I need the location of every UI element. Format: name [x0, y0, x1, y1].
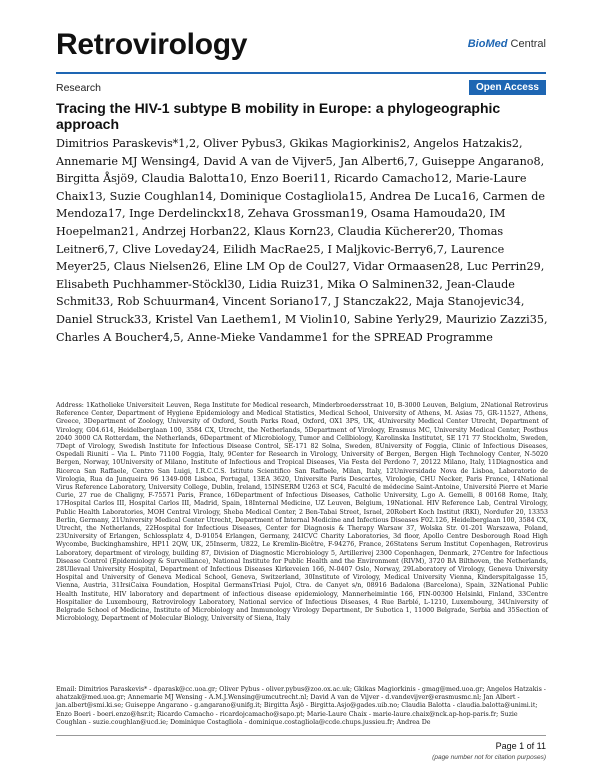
page-note: (page number not for citation purposes) [432, 754, 546, 761]
author-list: Dimitrios Paraskevis*1,2, Oliver Pybus3, Gkikas Magiorkinis2, Angelos Hatzakis2, Annemarie MJ Wensing4, David A van de Vijver5, Jan Albert6,7, Guiseppe Angarano8, Birgitta Åsjö9, Claudia Balotta10, Enzo Boeri11, Ricardo Camacho12, Marie-Laure Chaix13, Suzie Coughlan14, Dominique Costagliola15, Andrea De Luca16, Carmen de Mendoza17, Inge Derdelinckx18, Zehava Grossman19, Osama Hamouda20, IM Hoepelman21, Andrzej Horban22, Klaus Korn23, Claudia Kücherer20, Thomas Leitner6,7, Clive Loveday24, Eilidh MacRae25, I Maljkovic-Berry6,7, Laurence Meyer25, Claus Nielsen26, Eline LM Op de Coul27, Vidar Ormaasen28, Luc Perrin29, Elisabeth Puchhammer-Stöckl30, Lidia Ruiz31, Mika O Salminen32, Jean-Claude Schmit33, Rob Schuurman4, Vincent Soriano17, J Stanczak22, Maja Stanojevic34, Daniel Struck33, Kristel Van Laethem1, M Violin10, Sabine Yerly29, Maurizio Zazzi35, Charles A Boucher4,5, Anne-Mieke Vandamme1 for the SPREAD Programme [56, 137, 548, 344]
publisher-logo [468, 38, 546, 50]
header-rule [56, 72, 546, 74]
article-title: Tracing the HIV-1 subtype B mobility in Europe: a phylogeographic approach [56, 100, 501, 132]
affiliations: Address: 1Katholieke Universiteit Leuven, Rega Institute for Medical research, Minderbroedersstraat 10, B-3000 Leuven, Belgium, 2National Retrovirus Reference Center, Department of Hygiene Epidemiology and Medical Statistics, Medical School, University of Athens, M. Asias 75, GR-11527, Athens, Greece, 3Department of Zoology, University of Oxford, South Parks Road, Oxford, OX1 3PS, UK, 4University Medical Center Utrecht, Department of Virology, G04.614, Heidelberglaan 100, 3584 CX, Utrecht, the Netherlands, 5Department of Virology, Erasmus MC, University Medical Center, Postbus 2040 3000 CA Rotterdam, the Netherlands, 6Department of Microbiology, Tumor and Cellbiology, Karolinska Institutet, SE 171 77 Stockholm, Sweden, 7Dept of Virology, Swedish Institute for Infectious Disease Control, SE-171 82 Solna, Sweden, 8University of Foggia, Clinic of Infectious Diseases, Ospedali Riuniti – Via L. Pinto 71100 Foggia, Italy, 9Center for Research in Virology, University of Bergen, Bergen High Technology Center, N-5020 Bergen, Norway, 10University of Milano, Institute of Infectious and Tropical Diseases, Via Festa del Perdono 7, 20122 Milano, Italy, 11Diagnostica and Ricerca San Raffaele, Centro San Luigi, I.R.C.C.S. Istituto Scientifico San Raffaele, Milan, Italy, 12Universidade Nova de Lisboa, Laboratorio de Virologia, Rua da Junqueira 96 1349-008 Lisboa, Portugal, 13EA 3620, Universite Paris Descartes, Virologie, CHU Necker, Paris France, 14National Virus Reference Laboratory, University College, Dublin, Ireland, 15INSERM U263 et SC4, Faculté de médecine Saint-Antoine, Université Pierre et Marie Curie, 27 rue de Chaligny, F-75571 Paris, France, 16Department of Infectious Diseases, Catholic University, L.go A. Gemelli, 8 00168 Rome, Italy, 17Hospital Carlos III, Hospital Carlos III, Madrid, Spain, 18Internal Medicine, UZ Leuven, Belgium, 19National. HIV Reference Lab, Central Virology, Public Health Laboratories, MOH Central Virology, Sheba Medical Center, 2 Ben-Tabai Street, Israel, 20Robert Koch Institut (RKI), Nordufer 20, 13353 Berlin, Germany, 21University Medical Center Utrecht, Department of Internal Medicine and Infectious Diseases F02.126, Heidelberglaan 100, 3584 CX, Utrecht, the Netherlands, 22Hospital for Infectious Diseases, Center for Diagnosis & Therapy Warsaw 37, Wolska Str. 01-201 Warszawa, Poland, 23University of Erlangen, Schlossplatz 4, D-91054 Erlangen, Germany, 24ICVC Charity Laboratories, 3d floor, Apollo Centre Desborough Road High Wycombe, Buckinghamshire, HP11 2QW, UK, 25Inserm, U822, Le Kremlin-Bicêtre, F-94276, France, 26Statens Serum Institut Copenhagen, Retrovirus Laboratory, department of virology, building 87, Division of Diagnostic Microbiology 5, Artillerivej 2300 Copenhagen, Denmark, 27Centre for Infectious Disease Control (Epidemiology & Surveillance), National Institute for Public Health and the Environment (RIVM), 3720 BA Bilthoven, the Netherlands, 28Ullevaal University Hospital, Department of Infectious Diseases Kirkeveien 166, N-0407 Oslo, Norway, 29Laboratory of Virology, Geneva University Hospital and University of Geneva Medical School, Geneva, Switzerland, 30Institute of Virology, Medical University Vienna, Kinderspitalgasse 15, Vienna, Austria, 31IrsiCaixa Foundation, Hospital GermansTriasi Pujol, Ctra. de Canyet s/n, 08916 Badalona (Barcelona), Spain, 32National Public Health Institute, HIV laboratory and department of infectious disease epidemiology, Mannerheimintie 166, FIN-00300 Helsinki, Finland, 33Centre Hospitalier de Luxembourg, Retrovirology Laboratory, National service of Infectious Diseases, 4 Rue Barblé, L-1210, Luxembourg, 34University of Belgrade School of Medicine, Institute of Microbiology and Immunology Virology Department, Dr Subotica 1, 11000 Belgrade, Serbia and 35Section of Microbiology, Department of Molecular Biology, University of Siena, Italy [56, 402, 548, 623]
author-emails: Email: Dimitrios Paraskevis* - dparask@cc.uoa.gr; Oliver Pybus - oliver.pybus@zoo.ox.ac.uk; Gkikas Magiorkinis - gmag@med.uoa.gr; Angelos Hatzakis - ahatzak@med.uoa.gr; Annemarie MJ Wensing - A.M.J.Wensing@umcutrecht.nl; David A van de Vijver - d.vandevijver@erasmusmc.nl; Jan Albert - jan.albert@smi.ki.se; Guiseppe Angarano - g.angarano@unifg.it; Birgitta Åsjö - Birgitta.Asjo@gades.uib.no; Claudia Balotta - claudia.balotta@unimi.it; Enzo Boeri - boeri.enzo@hsr.it; Ricardo Camacho - ricardojcamacho@sapo.pt; Marie-Laure Chaix - marie-laure.chaix@nck.ap-hop-paris.fr; Suzie Coughlan - suzie.coughlan@ucd.ie; Dominique Costagliola - dominique.costagliola@ccde.chups.jussieu.fr; Andrea De [56, 686, 546, 726]
open-access-badge: Open Access [469, 80, 546, 95]
journal-title: Retrovirology [56, 28, 248, 61]
publisher-bio: Bio [467, 38, 486, 50]
publisher-central: Central [507, 38, 546, 50]
article-section: Research [56, 82, 101, 94]
footer-rule [56, 735, 546, 736]
page-number: Page 1 of 11 [495, 741, 546, 751]
publisher-med: Med [485, 38, 508, 50]
